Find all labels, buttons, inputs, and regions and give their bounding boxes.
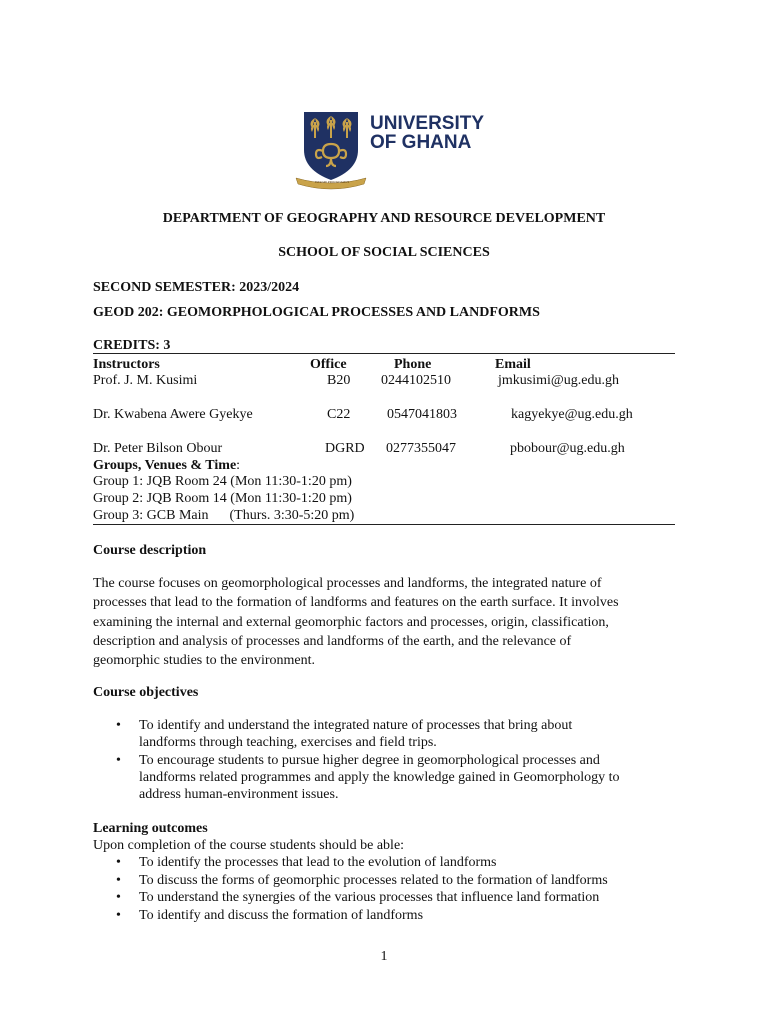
list-item [93,752,693,804]
svg-text:UNIVERSITY: UNIVERSITY [370,113,484,134]
list-item [93,717,693,752]
description-line: processes that lead to the formation of landforms and features on the earth surface. It involves [93,595,619,611]
outcome-text: To discuss the forms of geomorphic processes related to the formation of landforms [139,872,608,888]
groups-heading [93,457,240,474]
bullet-icon: • [116,718,121,733]
bullet-icon: • [116,907,121,923]
group-item: Group 2: JQB Room 14 (Mon 11:30-1:20 pm) [93,491,352,506]
course-objectives-heading: Course objectives [93,685,199,700]
header-instructors: Instructors [93,357,160,372]
list-item [93,854,693,872]
objective-line: address human-environment issues. [139,787,339,803]
list-item [93,889,693,907]
learning-outcomes-heading: Learning outcomes [93,821,208,836]
objective-line: To identify and understand the integrated nature of processes that bring about [139,718,573,733]
groups-heading-colon: : [236,458,241,473]
outcomes-list [93,854,693,924]
description-line: The course focuses on geomorphological processes and landforms, the integrated nature of [93,576,602,591]
instructor-phone: 0244102510 [381,373,451,388]
group-item: Group 3: GCB Main (Thurs. 3:30-5:20 pm) [93,508,355,523]
header-office: Office [310,357,347,372]
bullet-icon: • [116,752,121,768]
instructor-name: Dr. Kwabena Awere Gyekye [93,407,253,422]
credits-label: CREDITS: 3 [93,338,171,353]
university-of-ghana-logo [294,108,484,190]
instructor-name: Dr. Peter Bilson Obour [93,441,223,456]
table-top-rule [93,353,675,354]
learning-outcomes-intro: Upon completion of the course students should be able: [93,838,405,853]
department-title: DEPARTMENT OF GEOGRAPHY AND RESOURCE DEVELOPMENT [162,211,606,226]
page-number: 1 [380,949,388,964]
instructor-name: Prof. J. M. Kusimi [93,373,198,388]
description-line: geomorphic studies to the environment. [93,653,316,669]
school-title: SCHOOL OF SOCIAL SCIENCES [278,245,490,260]
header-email: Email [495,357,531,372]
header-phone: Phone [394,357,432,372]
objectives-list [93,717,693,803]
description-line: description and analysis of processes and landforms of the earth, and the relevance of [93,633,572,649]
bullet-icon: • [116,890,121,905]
instructor-office: C22 [327,407,351,422]
objective-line: To encourage students to pursue higher degree in geomorphological processes and [139,752,600,768]
instructor-email: jmkusimi@ug.edu.gh [498,373,620,388]
instructor-office: B20 [327,373,351,388]
bullet-icon: • [116,855,121,870]
list-item [93,872,693,890]
instructor-email: kagyekye@ug.edu.gh [511,407,633,422]
instructor-phone: 0547041803 [387,407,457,422]
course-description-heading: Course description [93,543,207,558]
list-item [93,907,693,925]
instructor-phone: 0277355047 [386,441,456,456]
instructor-office: DGRD [325,441,365,456]
objective-line: landforms related programmes and apply the knowledge gained in Geomorphology to [139,769,620,785]
outcome-text: To identify the processes that lead to the evolution of landforms [139,855,497,870]
course-description-paragraph [93,574,693,670]
groups-heading-label: Groups, Venues & Time [93,458,237,473]
svg-text:OF GHANA: OF GHANA [370,132,472,153]
outcome-text: To identify and discuss the formation of landforms [139,907,424,923]
course-title: GEOD 202: GEOMORPHOLOGICAL PROCESSES AND LANDFORMS [93,305,540,320]
objective-line: landforms through teaching, exercises and field trips. [139,735,437,751]
semester-label: SECOND SEMESTER: 2023/2024 [93,280,300,295]
logo-motto: INTEGRI PROCEDAMUS [314,180,350,184]
university-crest-icon [294,108,484,190]
instructor-email: pbobour@ug.edu.gh [510,441,625,456]
bullet-icon: • [116,872,121,888]
table-bottom-rule [93,524,675,525]
group-item: Group 1: JQB Room 24 (Mon 11:30-1:20 pm) [93,474,352,489]
outcome-text: To understand the synergies of the various processes that influence land formation [139,890,600,905]
description-line: examining the internal and external geomorphic factors and processes, origin, classification, [93,614,609,630]
